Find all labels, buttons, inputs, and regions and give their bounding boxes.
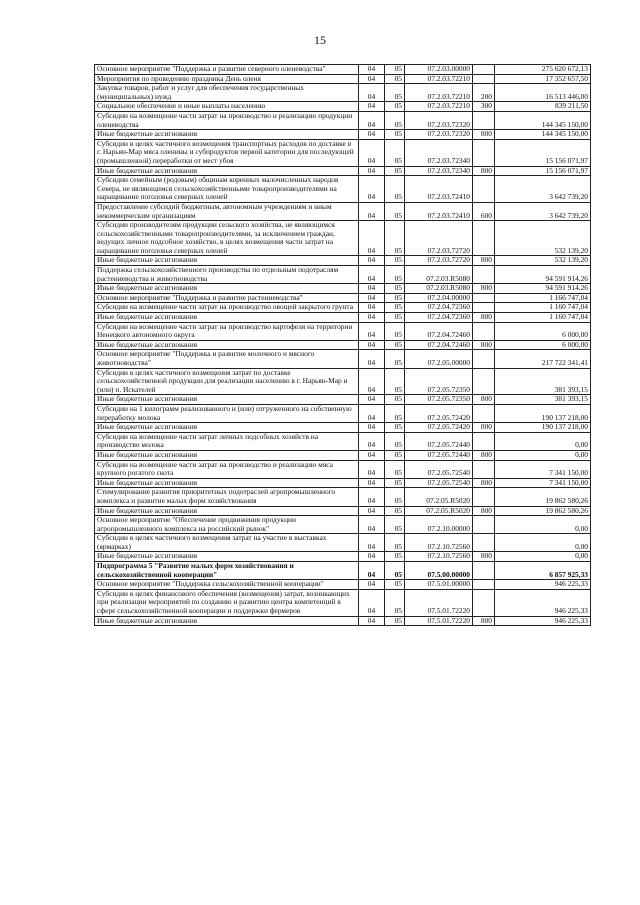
row-subsection: 05 [385, 506, 405, 516]
row-amount: 15 156 071,97 [495, 166, 591, 176]
row-expense-type [473, 74, 495, 84]
table-row [95, 395, 591, 405]
table-row [95, 202, 591, 220]
row-target-code: 07.2.05.72350 [405, 368, 473, 395]
row-amount: 532 139,20 [495, 256, 591, 266]
row-amount: 144 345 150,00 [495, 130, 591, 140]
row-section: 04 [359, 506, 385, 516]
row-target-code: 07.2.04.72360 [405, 313, 473, 323]
row-target-code: 07.2.10.72560 [405, 534, 473, 552]
row-section: 04 [359, 111, 385, 129]
table-row [95, 313, 591, 323]
row-target-code: 07.2.05.72540 [405, 460, 473, 478]
row-target-code: 07.2.03.00000 [405, 65, 473, 75]
row-subsection: 05 [385, 256, 405, 266]
row-amount: 946 225,33 [495, 616, 591, 626]
row-subsection: 05 [385, 266, 405, 284]
row-expense-type: 800 [473, 450, 495, 460]
table-row [95, 284, 591, 294]
row-amount: 94 591 914,26 [495, 266, 591, 284]
row-name: Основное мероприятие "Обеспечение продвижения продукции агропромышленного комплекса на российский рынок" [95, 516, 359, 534]
table-row [95, 350, 591, 368]
row-target-code: 07.2.04.72460 [405, 322, 473, 340]
row-amount: 6 000,00 [495, 322, 591, 340]
row-target-code: 07.2.05.72420 [405, 404, 473, 422]
row-expense-type [473, 139, 495, 166]
row-subsection: 05 [385, 450, 405, 460]
row-name: Основное мероприятие "Поддержка и развитие растениеводства" [95, 293, 359, 303]
row-section: 04 [359, 460, 385, 478]
row-amount: 532 139,20 [495, 221, 591, 256]
row-expense-type [473, 460, 495, 478]
row-section: 04 [359, 221, 385, 256]
row-name: Иные бюджетные ассигнования [95, 284, 359, 294]
row-expense-type [473, 404, 495, 422]
row-section: 04 [359, 322, 385, 340]
row-name: Иные бюджетные ассигнования [95, 166, 359, 176]
row-section: 04 [359, 340, 385, 350]
table-row [95, 534, 591, 552]
row-amount: 3 642 739,20 [495, 176, 591, 203]
row-target-code: 07.2.03.R5080 [405, 284, 473, 294]
row-section: 04 [359, 176, 385, 203]
table-row [95, 478, 591, 488]
row-target-code: 07.5.01.00000 [405, 580, 473, 590]
row-expense-type: 600 [473, 202, 495, 220]
row-target-code: 07.2.04.72360 [405, 303, 473, 313]
row-amount: 839 211,50 [495, 102, 591, 112]
row-expense-type: 800 [473, 478, 495, 488]
row-amount: 275 620 672,13 [495, 65, 591, 75]
table-row [95, 552, 591, 562]
row-name: Мероприятия по проведению праздника День оленя [95, 74, 359, 84]
row-target-code: 07.2.05.72440 [405, 432, 473, 450]
row-section: 04 [359, 534, 385, 552]
table-row [95, 432, 591, 450]
row-name: Субсидии на возмещение части затрат личных подсобных хозяйств на производство молока [95, 432, 359, 450]
row-target-code: 07.2.05.R5020 [405, 488, 473, 506]
row-name: Субсидии на 1 килограмм реализованного и (или) отгруженного на собственную переработку молока [95, 404, 359, 422]
row-name: Основное мероприятие "Поддержка сельскохозяйственной кооперации" [95, 580, 359, 590]
row-name: Иные бюджетные ассигнования [95, 616, 359, 626]
row-target-code: 07.2.10.72560 [405, 552, 473, 562]
row-amount: 381 393,15 [495, 368, 591, 395]
row-subsection: 05 [385, 395, 405, 405]
row-section: 04 [359, 432, 385, 450]
table-row [95, 84, 591, 102]
row-name: Субсидии на возмещение части затрат на производство и реализацию мяса крупного рогатого скота [95, 460, 359, 478]
row-section: 04 [359, 74, 385, 84]
row-section: 04 [359, 84, 385, 102]
row-name: Субсидии в целях финансового обеспечения (возмещения) затрат, возникающих при реализации мероприятий по созданию и развитию центра компетенций в сфере сельскохозяйственной кооперации и поддержки фермеров [95, 589, 359, 616]
row-subsection: 05 [385, 478, 405, 488]
row-target-code: 07.2.03.72210 [405, 84, 473, 102]
row-expense-type [473, 534, 495, 552]
row-amount: 0,00 [495, 432, 591, 450]
row-subsection: 05 [385, 176, 405, 203]
row-subsection: 05 [385, 562, 405, 580]
row-target-code: 07.2.03.72210 [405, 74, 473, 84]
row-subsection: 05 [385, 74, 405, 84]
row-target-code: 07.2.03.72340 [405, 139, 473, 166]
row-expense-type: 800 [473, 552, 495, 562]
row-subsection: 05 [385, 552, 405, 562]
row-amount: 15 156 071,97 [495, 139, 591, 166]
row-expense-type [473, 368, 495, 395]
row-section: 04 [359, 478, 385, 488]
row-subsection: 05 [385, 84, 405, 102]
row-name: Иные бюджетные ассигнования [95, 506, 359, 516]
row-section: 04 [359, 552, 385, 562]
row-amount: 1 160 747,04 [495, 303, 591, 313]
row-target-code: 07.5.01.72220 [405, 616, 473, 626]
row-subsection: 05 [385, 432, 405, 450]
row-name: Социальное обеспечение и иные выплаты населению [95, 102, 359, 112]
row-expense-type [473, 176, 495, 203]
row-subsection: 05 [385, 404, 405, 422]
row-expense-type [473, 303, 495, 313]
row-amount: 0,00 [495, 534, 591, 552]
row-target-code: 07.2.03.72340 [405, 166, 473, 176]
row-target-code: 07.2.05.72350 [405, 395, 473, 405]
row-amount: 19 862 580,26 [495, 488, 591, 506]
row-section: 04 [359, 350, 385, 368]
row-subsection: 05 [385, 284, 405, 294]
row-expense-type: 800 [473, 284, 495, 294]
row-expense-type [473, 293, 495, 303]
row-expense-type [473, 516, 495, 534]
row-name: Субсидии в целях частичного возмещения транспортных расходов по доставке в г. Нарьян-Мар мяса оленины и субпродуктов первой категории для последующей (промышленной) переработки от мест убоя [95, 139, 359, 166]
row-subsection: 05 [385, 139, 405, 166]
row-expense-type [473, 266, 495, 284]
row-name: Основное мероприятие "Поддержка и развитие северного оленеводства" [95, 65, 359, 75]
row-expense-type [473, 580, 495, 590]
row-subsection: 05 [385, 516, 405, 534]
row-section: 04 [359, 313, 385, 323]
row-section: 04 [359, 580, 385, 590]
budget-table [94, 64, 591, 626]
row-amount: 0,00 [495, 450, 591, 460]
row-section: 04 [359, 166, 385, 176]
table-row [95, 166, 591, 176]
row-section: 04 [359, 202, 385, 220]
table-row [95, 616, 591, 626]
row-section: 04 [359, 139, 385, 166]
row-section: 04 [359, 589, 385, 616]
row-name: Субсидии в целях частичного возмещения затрат на участие в выставках (ярмарках) [95, 534, 359, 552]
row-expense-type: 800 [473, 340, 495, 350]
row-name: Субсидии на возмещение части затрат на производство картофеля на территории Ненецкого автономного округа [95, 322, 359, 340]
row-expense-type [473, 221, 495, 256]
row-target-code: 07.2.03.72320 [405, 111, 473, 129]
table-row [95, 65, 591, 75]
row-section: 04 [359, 303, 385, 313]
table-row [95, 450, 591, 460]
row-target-code: 07.2.03.72410 [405, 176, 473, 203]
row-amount: 0,00 [495, 516, 591, 534]
row-amount: 946 225,33 [495, 580, 591, 590]
row-target-code: 07.5.00.00000 [405, 562, 473, 580]
table-row [95, 580, 591, 590]
row-name: Субсидии на возмещение части затрат на производство и реализацию продукции оленеводства [95, 111, 359, 129]
row-expense-type [473, 111, 495, 129]
row-expense-type: 800 [473, 256, 495, 266]
row-section: 04 [359, 488, 385, 506]
row-subsection: 05 [385, 340, 405, 350]
row-subsection: 05 [385, 65, 405, 75]
row-subsection: 05 [385, 221, 405, 256]
row-target-code: 07.2.03.R5080 [405, 266, 473, 284]
row-target-code: 07.2.04.72460 [405, 340, 473, 350]
row-amount: 0,00 [495, 552, 591, 562]
row-name: Иные бюджетные ассигнования [95, 450, 359, 460]
row-amount: 190 137 218,00 [495, 423, 591, 433]
table-row [95, 589, 591, 616]
row-section: 04 [359, 102, 385, 112]
row-name: Основное мероприятие "Поддержка и развитие молочного и мясного животноводства" [95, 350, 359, 368]
table-row [95, 423, 591, 433]
row-expense-type: 200 [473, 84, 495, 102]
row-subsection: 05 [385, 111, 405, 129]
row-target-code: 07.2.04.00000 [405, 293, 473, 303]
row-name: Субсидии семейным (родовым) общинам коренных малочисленных народов Севера, не являющимся сельскохозяйственными товаропроизводителями на наращивание поголовья северных оленей [95, 176, 359, 203]
row-name: Иные бюджетные ассигнования [95, 340, 359, 350]
row-expense-type: 800 [473, 423, 495, 433]
row-section: 04 [359, 65, 385, 75]
row-amount: 3 642 739,20 [495, 202, 591, 220]
row-name: Субсидии на возмещение части затрат на производство овощей закрытого грунта [95, 303, 359, 313]
row-target-code: 07.2.03.72210 [405, 102, 473, 112]
row-name: Подпрограмма 5 "Развитие малых форм хозяйствования и сельскохозяйственной кооперации" [95, 562, 359, 580]
row-amount: 1 166 747,04 [495, 293, 591, 303]
row-subsection: 05 [385, 202, 405, 220]
row-expense-type: 800 [473, 130, 495, 140]
row-expense-type [473, 562, 495, 580]
row-section: 04 [359, 266, 385, 284]
row-amount: 144 345 150,00 [495, 111, 591, 129]
table-row [95, 340, 591, 350]
row-name: Стимулирование развития приоритетных подотраслей агропромышленного комплекса и развитие малых форм хозяйствования [95, 488, 359, 506]
row-amount: 94 591 914,26 [495, 284, 591, 294]
row-expense-type: 800 [473, 395, 495, 405]
table-row [95, 176, 591, 203]
row-target-code: 07.2.05.72540 [405, 478, 473, 488]
row-target-code: 07.2.03.72320 [405, 130, 473, 140]
row-name: Закупка товаров, работ и услуг для обеспечения государственных (муниципальных) нужд [95, 84, 359, 102]
row-subsection: 05 [385, 350, 405, 368]
row-amount: 6 857 925,33 [495, 562, 591, 580]
table-row [95, 139, 591, 166]
row-section: 04 [359, 256, 385, 266]
row-subsection: 05 [385, 580, 405, 590]
row-amount: 217 722 341,41 [495, 350, 591, 368]
table-row [95, 460, 591, 478]
row-amount: 16 513 446,00 [495, 84, 591, 102]
row-expense-type [473, 432, 495, 450]
row-subsection: 05 [385, 313, 405, 323]
table-row [95, 256, 591, 266]
row-name: Иные бюджетные ассигнования [95, 423, 359, 433]
table-row [95, 293, 591, 303]
row-name: Предоставление субсидий бюджетным, автономным учреждениям и иным некоммерческим организациям [95, 202, 359, 220]
row-amount: 946 225,33 [495, 589, 591, 616]
row-amount: 17 352 657,50 [495, 74, 591, 84]
row-target-code: 07.2.10.00000 [405, 516, 473, 534]
row-subsection: 05 [385, 322, 405, 340]
table-row [95, 221, 591, 256]
row-subsection: 05 [385, 368, 405, 395]
row-expense-type [473, 65, 495, 75]
row-section: 04 [359, 284, 385, 294]
row-expense-type: 800 [473, 313, 495, 323]
row-amount: 7 341 150,00 [495, 478, 591, 488]
row-target-code: 07.2.05.72440 [405, 450, 473, 460]
row-name: Поддержка сельскохозяйственного производства по отдельным подотраслям растениеводства и животноводства [95, 266, 359, 284]
table-row [95, 516, 591, 534]
row-section: 04 [359, 368, 385, 395]
row-target-code: 07.2.05.00000 [405, 350, 473, 368]
row-section: 04 [359, 130, 385, 140]
row-subsection: 05 [385, 488, 405, 506]
table-row [95, 488, 591, 506]
table-row [95, 322, 591, 340]
row-subsection: 05 [385, 534, 405, 552]
row-subsection: 05 [385, 589, 405, 616]
row-subsection: 05 [385, 293, 405, 303]
row-subsection: 05 [385, 423, 405, 433]
row-name: Субсидии производителям продукции сельского хозяйства, не являющимся сельскохозяйственными товаропроизводителями, за исключением граждан, ведущих личное подсобное хозяйство, в целях возмещения части затрат на наращивание поголовья северных оленей [95, 221, 359, 256]
table-row [95, 130, 591, 140]
page-number: 15 [314, 33, 326, 47]
row-target-code: 07.5.01.72220 [405, 589, 473, 616]
row-expense-type: 800 [473, 506, 495, 516]
table-row [95, 111, 591, 129]
row-expense-type [473, 488, 495, 506]
table-row [95, 562, 591, 580]
row-section: 04 [359, 562, 385, 580]
row-section: 04 [359, 516, 385, 534]
row-expense-type: 800 [473, 166, 495, 176]
row-name: Иные бюджетные ассигнования [95, 478, 359, 488]
row-expense-type [473, 322, 495, 340]
table-row [95, 506, 591, 516]
row-section: 04 [359, 616, 385, 626]
row-amount: 6 000,00 [495, 340, 591, 350]
row-name: Иные бюджетные ассигнования [95, 552, 359, 562]
row-name: Иные бюджетные ассигнования [95, 256, 359, 266]
row-section: 04 [359, 450, 385, 460]
row-target-code: 07.2.03.72720 [405, 221, 473, 256]
row-amount: 190 137 218,00 [495, 404, 591, 422]
row-subsection: 05 [385, 460, 405, 478]
row-name: Иные бюджетные ассигнования [95, 313, 359, 323]
row-target-code: 07.2.05.72420 [405, 423, 473, 433]
table-row [95, 102, 591, 112]
row-name: Субсидии в целях частичного возмещения затрат по доставке сельскохозяйственной продукции для реализации населению в г. Нарьян-Мар и (или) п. Искателей [95, 368, 359, 395]
table-row [95, 303, 591, 313]
row-subsection: 05 [385, 303, 405, 313]
row-expense-type: 800 [473, 616, 495, 626]
row-section: 04 [359, 404, 385, 422]
row-target-code: 07.2.03.72720 [405, 256, 473, 266]
row-target-code: 07.2.03.72410 [405, 202, 473, 220]
row-section: 04 [359, 423, 385, 433]
row-subsection: 05 [385, 616, 405, 626]
row-name: Иные бюджетные ассигнования [95, 130, 359, 140]
row-expense-type [473, 589, 495, 616]
row-subsection: 05 [385, 166, 405, 176]
row-expense-type [473, 350, 495, 368]
row-amount: 381 393,15 [495, 395, 591, 405]
row-amount: 19 862 580,26 [495, 506, 591, 516]
row-subsection: 05 [385, 130, 405, 140]
row-amount: 1 160 747,04 [495, 313, 591, 323]
row-amount: 7 341 150,00 [495, 460, 591, 478]
row-name: Иные бюджетные ассигнования [95, 395, 359, 405]
row-target-code: 07.2.05.R5020 [405, 506, 473, 516]
table-row [95, 368, 591, 395]
table-row [95, 266, 591, 284]
table-row [95, 404, 591, 422]
row-section: 04 [359, 293, 385, 303]
table-row [95, 74, 591, 84]
row-section: 04 [359, 395, 385, 405]
row-expense-type: 300 [473, 102, 495, 112]
row-subsection: 05 [385, 102, 405, 112]
